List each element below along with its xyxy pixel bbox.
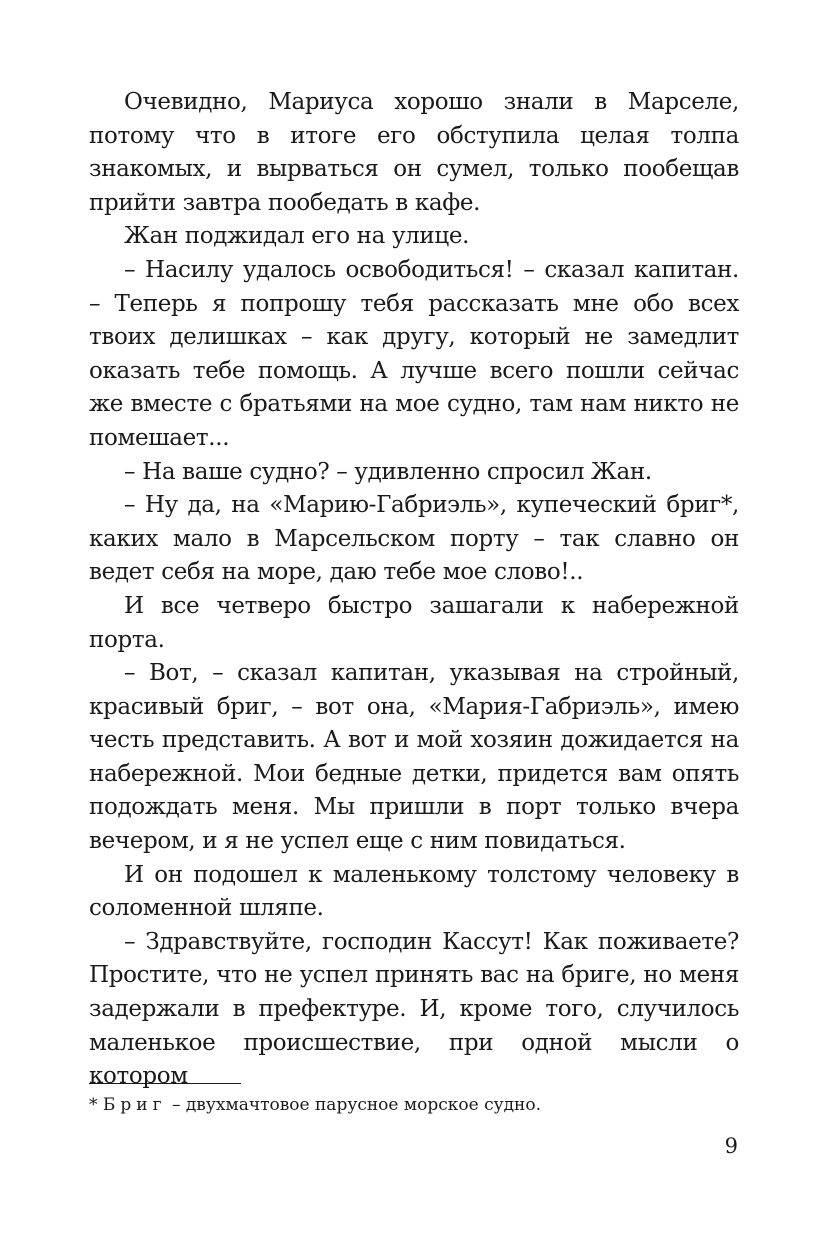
paragraph: – Ну да, на «Марию-Габриэль», купеческий бриг*, каких мало в Марсельском порту – так славно он ведет себя на море, даю тебе мое слово!.. [89,492,739,586]
paragraph: – На ваше судно? – удивленно спросил Жан. [124,458,652,485]
paragraph: – Вот, – сказал капитан, указывая на стройный, красивый бриг, – вот она, «Мария-Габриэль», имею честь представить. А вот и мой хозяин дожидается на набережной. Мои бедные детки, придется вам опять подождать меня. Мы пришли в порт только вчера вечером, и я не успел еще с ним повидаться. [89,660,739,855]
paragraph: И он подошел к маленькому толстому человеку в соломенной шляпе. [89,861,739,922]
footnote-definition: – двухмачтовое парусное морское судно. [171,1095,542,1115]
footnote-term: Бриг [102,1095,167,1115]
paragraph: И все четверо быстро зашагали к набережной порта. [89,592,739,653]
footnote-marker: * [89,1095,98,1115]
paragraph: Жан поджидал его на улице. [124,223,470,250]
footnote-divider [89,1083,241,1084]
footnote [89,1094,739,1116]
paragraph: – Здравствуйте, господин Кассут! Как поживаете? Простите, что не успел принять вас на бриге, но меня задержали в префектуре. И, кроме того, случилось маленькое происшествие, при одной мысли о котором [89,928,739,1090]
page-number: 9 [724,1134,738,1158]
paragraph: Очевидно, Мариуса хорошо знали в Марселе, потому что в итоге его обступила целая толпа знакомых, и вырваться он сумел, только пообещав прийти завтра пообедать в кафе. [89,89,739,216]
paragraph: – Насилу удалось освободиться! – сказал капитан. – Теперь я попрошу тебя рассказать мне обо всех твоих делишках – как другу, который не замедлит оказать тебе помощь. А лучше всего пошли сейчас же вместе с братьями на мое судно, там нам никто не помешает... [89,256,739,451]
body-text [89,86,739,1094]
